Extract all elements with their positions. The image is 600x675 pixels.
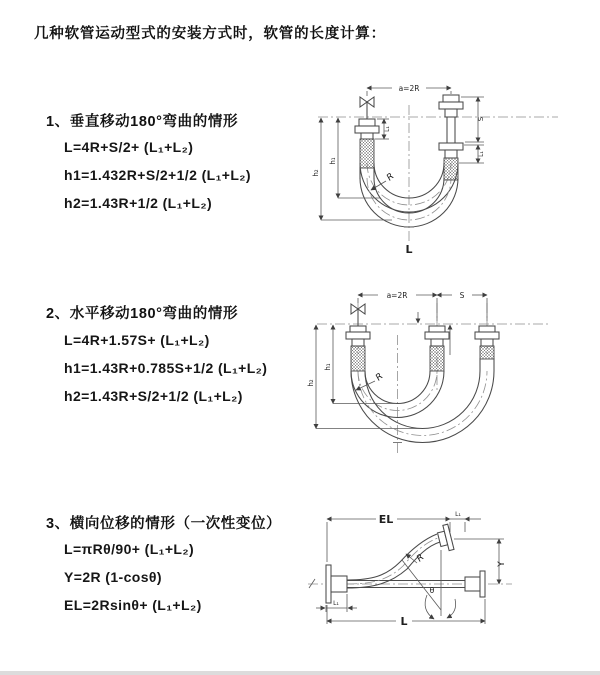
middle-hose-braid bbox=[430, 346, 444, 371]
dim-label-h2: h₂ bbox=[312, 169, 320, 177]
right-pipe-fitting-lower bbox=[439, 143, 463, 158]
dim-s bbox=[461, 97, 485, 142]
left-pipe-fitting bbox=[355, 119, 379, 139]
diagram-vertical-180-bend bbox=[308, 75, 593, 260]
dim-label-s: S bbox=[477, 116, 485, 122]
dim-label-r: R bbox=[415, 552, 427, 565]
right-pipe-fitting bbox=[475, 326, 499, 346]
hose-bend-position-2 bbox=[351, 358, 494, 442]
dim-label-a2r: a=2R bbox=[386, 291, 408, 300]
left-flange bbox=[326, 565, 347, 603]
dim-l bbox=[327, 599, 485, 628]
right-flange bbox=[465, 571, 485, 597]
dim-label-h1: h₁ bbox=[329, 157, 337, 165]
pipe-break-tick bbox=[309, 579, 315, 588]
section-3-formula-EL: EL=2Rsinθ+ (L₁+L₂) bbox=[64, 597, 202, 613]
dim-label-r: R bbox=[374, 371, 386, 384]
diagram-horizontal-180-bend bbox=[303, 283, 595, 463]
section-2-formula-L: L=4R+1.57S+ (L₁+L₂) bbox=[64, 332, 210, 348]
dim-label-y: Y bbox=[497, 561, 507, 567]
dim-label-s: S bbox=[459, 291, 465, 300]
right-pipe-fitting-upper bbox=[439, 95, 463, 143]
valve-icon bbox=[360, 97, 374, 119]
right-hose-braid bbox=[444, 158, 458, 180]
dim-label-l1-right: L₁ bbox=[478, 151, 485, 157]
dim-label-a2r: a=2R bbox=[398, 84, 420, 93]
middle-pipe-fitting bbox=[425, 326, 449, 346]
dim-r bbox=[406, 553, 426, 565]
left-pipe-fitting bbox=[346, 326, 370, 346]
page-title: 几种软管运动型式的安装方式时，软管的长度计算： bbox=[34, 26, 386, 42]
right-hose-braid bbox=[480, 346, 494, 359]
dim-a2r bbox=[367, 84, 451, 96]
dim-el bbox=[327, 513, 450, 562]
dim-label-l: L bbox=[400, 615, 408, 628]
dim-s bbox=[437, 291, 487, 321]
dim-label-l1-top: L₁ bbox=[455, 511, 461, 518]
dim-label-r: R bbox=[385, 171, 397, 184]
section-3-formula-L: L=πRθ/90+ (L₁+L₂) bbox=[64, 541, 195, 557]
section-1-formula-L: L=4R+S/2+ (L₁+L₂) bbox=[64, 139, 194, 155]
section-2-formula-h1: h1=1.43R+0.785S+1/2 (L₁+L₂) bbox=[64, 360, 268, 376]
section-3-formula-Y: Y=2R (1-cosθ) bbox=[64, 569, 162, 585]
dim-label-l1-left: L₁ bbox=[333, 600, 339, 607]
dim-label-l1-left: L₁ bbox=[384, 126, 391, 132]
section-3-heading: 3、横向位移的情形（一次性变位） bbox=[46, 516, 282, 532]
diagram-lateral-displacement bbox=[298, 498, 600, 645]
left-hose-braid bbox=[360, 139, 374, 168]
upper-flange bbox=[436, 524, 454, 552]
dim-label-el: EL bbox=[378, 513, 394, 526]
s-curve-hose bbox=[347, 534, 440, 588]
angle-construction bbox=[402, 550, 456, 619]
section-1-formula-h1: h1=1.432R+S/2+1/2 (L₁+L₂) bbox=[64, 167, 251, 183]
section-2-heading: 2、水平移动180°弯曲的情形 bbox=[46, 306, 239, 322]
section-1-heading: 1、垂直移动180°弯曲的情形 bbox=[46, 114, 239, 130]
section-2-formula-h2: h2=1.43R+S/2+1/2 (L₁+L₂) bbox=[64, 388, 243, 404]
dim-h2 bbox=[312, 118, 392, 220]
dim-a2r bbox=[358, 291, 437, 321]
dim-r bbox=[356, 372, 385, 390]
dim-l1-top bbox=[450, 511, 481, 532]
dim-label-l: L bbox=[405, 243, 413, 256]
dim-l1-left bbox=[316, 594, 357, 612]
left-hose-braid bbox=[351, 346, 365, 371]
dim-label-theta: θ bbox=[429, 586, 435, 595]
scan-edge bbox=[0, 671, 600, 675]
dim-label-h1: h₁ bbox=[324, 363, 332, 371]
centerlines bbox=[318, 105, 558, 243]
section-1-formula-h2: h2=1.43R+1/2 (L₁+L₂) bbox=[64, 195, 213, 211]
dim-label-h2: h₂ bbox=[307, 379, 315, 387]
